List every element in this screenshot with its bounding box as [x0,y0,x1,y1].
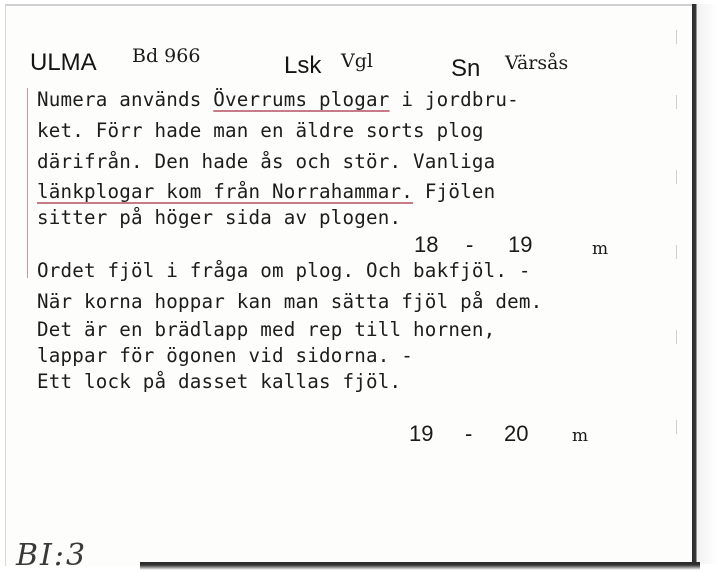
entry-2-ref-unit: m [572,426,589,446]
card-shadow-bottom [140,562,700,570]
province-value: Vgl [341,50,373,72]
entry-1-line-1: Numera används Överrums plogar i jordbru- [37,88,519,111]
entry-1-ref-end: 19 [508,232,533,257]
underlined-term: länkplogar kom från Norrahammar. [37,180,414,203]
province-label: Lsk [284,52,322,79]
entry-2-line-1: Ordet fjöl i fråga om plog. Och bakfjöl. - [37,259,531,282]
archive-code: ULMA [30,49,97,76]
entry-1-ref-unit: m [592,239,609,259]
entry-1-line-5: sitter på höger sida av plogen. [37,206,402,229]
edge-tick [676,95,677,109]
entry-2-line-3: Det är en brädlapp med rep till hornen, [37,318,496,341]
entry-1-line-2: ket. Förr hade man en äldre sorts plog [37,119,484,142]
entry-1-line-4: länkplogar kom från Norrahammar. Fjölen [37,180,496,203]
entry-2-line-2: När korna hoppar kan man sätta fjöl på dem. [37,290,543,313]
entry-2-ref-end: 20 [504,421,529,446]
entry-2-ref-start: 19 [409,421,434,446]
volume-number: Bd 966 [132,45,201,67]
entry-2-line-5: Ett lock på dasset kallas fjöl. [37,370,402,393]
entry-1-line-3: därifrån. Den hade ås och stör. Vanliga [37,150,496,173]
handwritten-mark: BI:3 [16,538,88,573]
entry-1-ref-start: 18 [414,232,439,257]
edge-tick [676,245,677,259]
margin-line [27,88,28,278]
parish-value: Värsås [505,52,569,74]
entry-1-ref-dash: - [466,232,474,257]
edge-tick [676,170,677,184]
edge-tick [676,330,677,344]
edge-tick [676,420,677,434]
card-shadow-right [692,4,718,564]
entry-2-ref-dash: - [465,421,473,446]
underlined-term: Överrums plogar [213,88,390,111]
entry-2-line-4: lappar för ögonen vid sidorna. - [37,344,414,367]
edge-tick [676,30,677,44]
parish-label: Sn [451,55,481,82]
